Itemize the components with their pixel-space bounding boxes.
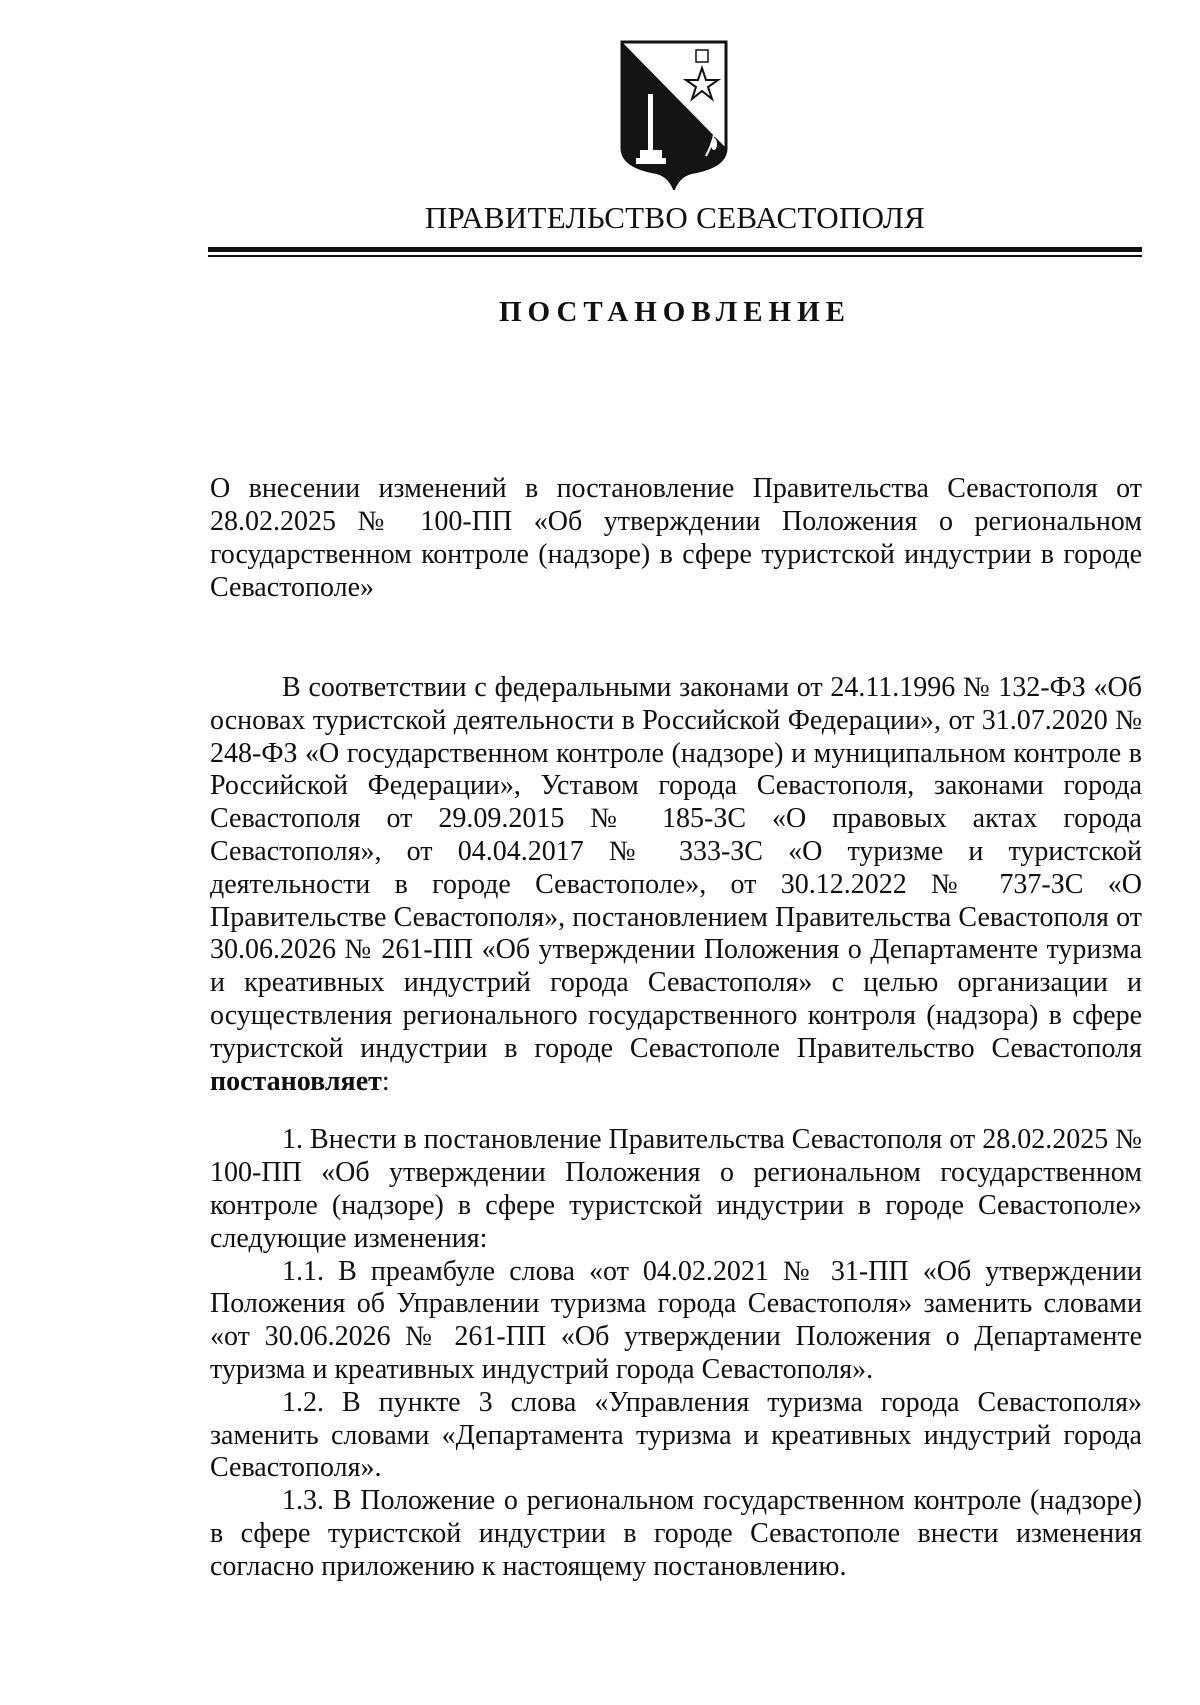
document-type: ПОСТАНОВЛЕНИЕ [498,296,851,328]
government-name: ПРАВИТЕЛЬСТВО СЕВАСТОПОЛЯ [424,200,926,235]
item-1-1: 1.1. В преамбуле слова «от 04.02.2021 № 31-ПП «Об утверждении Положения об Управлении туризма города Севастополя» заменить словами «от 30.06.2026 № 261-ПП «Об утверждении Положения о Департаменте туризма и креативных индустрий города Севастополя». [210,1255,1142,1385]
sevastopol-coat-of-arms-icon [616,38,732,190]
preamble-text: В соответствии с федеральными законами от 24.11.1996 № 132-ФЗ «Об основах туристской деятельности в Российской Федерации», от 31.07.2020 № 248-ФЗ «О государственном контроле (надзоре) и муниципальном контроле в Российской Федерации», Уставом города Севастополя, законами города Севастополя от 29.09.2015 № 185-ЗС «О правовых актах города Севастополя», от 04.04.2017 № 333-ЗС «О туризме и туристской деятельности в городе Севастополе», от 30.12.2022 № 737-ЗС «О Правительстве Севастополя», постановлением Правительства Севастополя от 30.06.2026 № 261-ПП «Об утверждении Положения о Департаменте туризма и креативных индустрий города Севастополя» с целью организации и осуществления регионального государственного контроля (надзора) в сфере туристской индустрии в городе Севастополе Правительство Севастополя [210,672,1142,1064]
item-1: 1. Внести в постановление Правительства Севастополя от 28.02.2025 № 100-ПП «Об утверждении Положения о региональном государственном контроле (надзоре) в сфере туристской индустрии в городе Севастополе» следующие изменения: [210,1124,1142,1254]
decree-word: постановляет [210,1065,382,1097]
preamble-paragraph [210,672,1142,1098]
item-1-2: 1.2. В пункте 3 слова «Управления туризма города Севастополя» заменить словами «Департамента туризма и креативных индустрий города Севастополя». [210,1386,1142,1484]
header-rule-thin [208,255,1142,257]
header-rule-thick [208,247,1142,252]
document-body [210,672,1142,1584]
preamble-colon: : [381,1065,390,1097]
item-1-3: 1.3. В Положение о региональном государственном контроле (надзоре) в сфере туристской индустрии в городе Севастополе внести изменения согласно приложению к настоящему постановлению. [210,1485,1142,1582]
document-subject: О внесении изменений в постановление Правительства Севастополя от 28.02.2025 № 100-ПП «Об утверждении Положения о региональном государственном контроле (надзоре) в сфере туристской индустрии в городе Севастополе» [210,473,1142,603]
